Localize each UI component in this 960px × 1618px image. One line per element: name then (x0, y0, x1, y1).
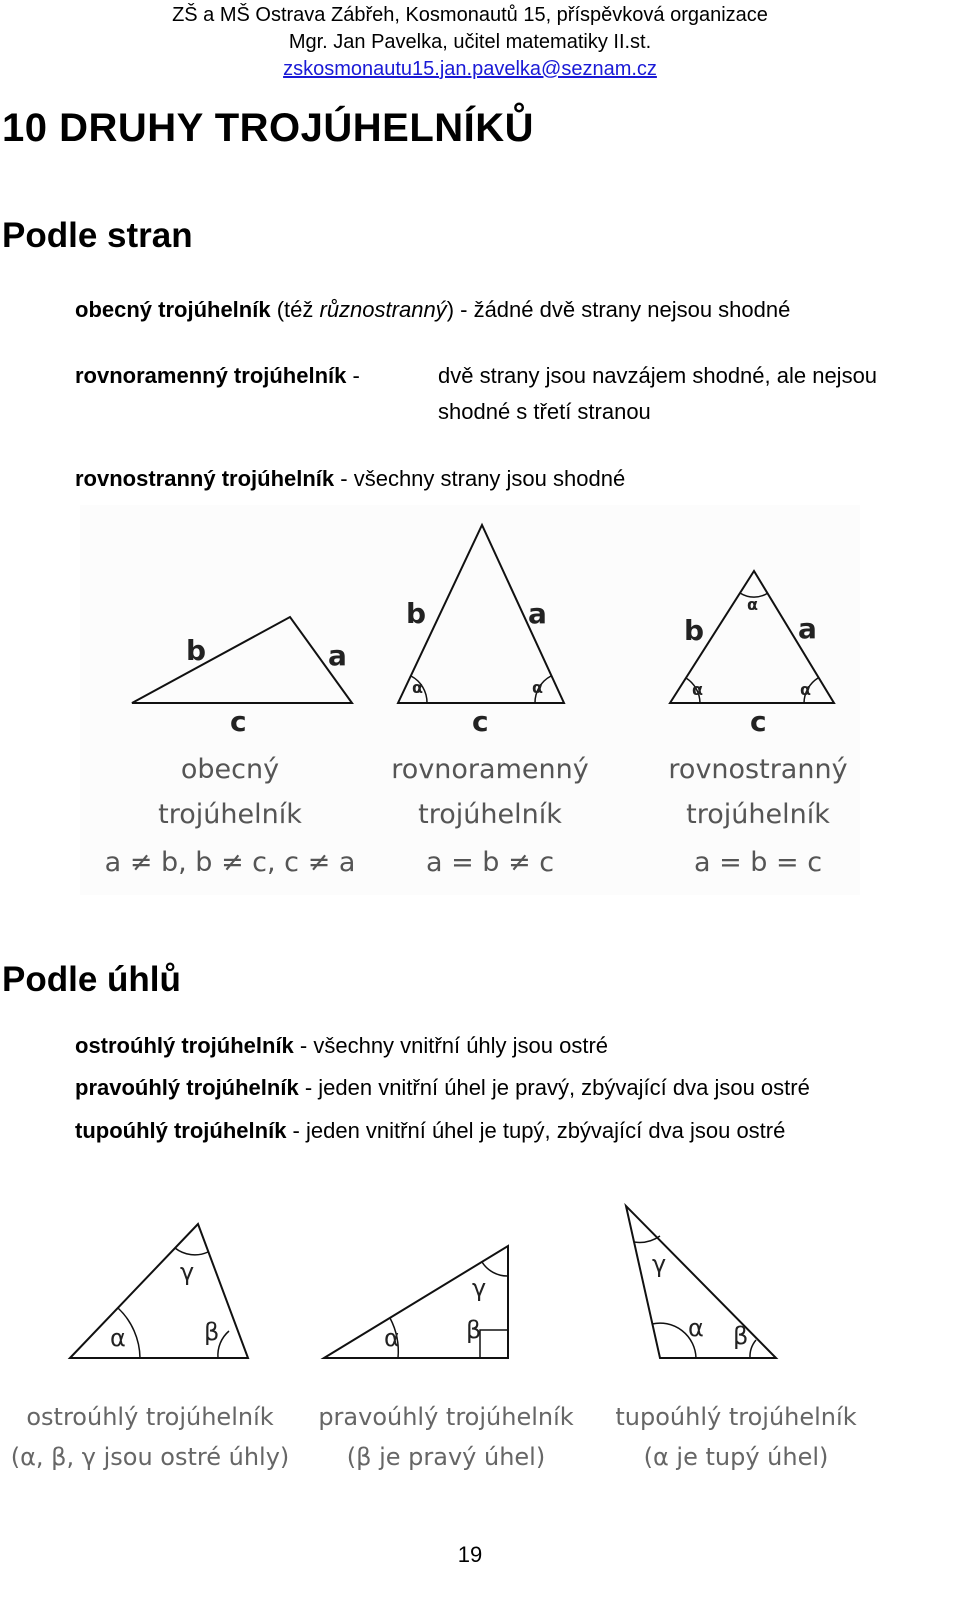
right-angle-mark-beta (480, 1330, 508, 1358)
equilateral-angle-left: α (692, 680, 703, 699)
desc-scalene: ) - žádné dvě strany nejsou shodné (446, 297, 791, 322)
header-email-row (0, 56, 940, 83)
scalene-side-c: c (230, 705, 247, 738)
header-school: ZŠ a MŠ Ostrava Zábřeh, Kosmonautů 15, příspěvková organizace (172, 4, 768, 26)
equilateral-angle-right: α (800, 680, 811, 699)
acute-gamma: γ (180, 1258, 195, 1286)
acute-angle-arc-beta (218, 1331, 229, 1358)
desc-isosceles-1: dvě strany jsou navzájem shodné, ale nejsou (438, 363, 878, 388)
figure-triangles-by-sides (80, 505, 860, 895)
isosceles-side-a: a (528, 597, 547, 630)
term-isosceles: rovnoramenný trojúhelník (75, 363, 347, 388)
equilateral-side-b: b (684, 614, 705, 647)
definition-scalene (75, 296, 790, 324)
section-heading-angles: Podle úhlů (2, 960, 181, 999)
scalene-name-2: trojúhelník (158, 799, 302, 830)
obtuse-label-2: (α je tupý úhel) (643, 1443, 829, 1471)
isosceles-angle-left: α (412, 678, 423, 697)
equilateral-side-c: c (750, 705, 767, 738)
desc-isosceles-2: shodné s třetí stranou (438, 399, 651, 424)
scalene-name-1: obecný (180, 754, 280, 785)
term-equilateral: rovnostranný trojúhelník (75, 466, 335, 491)
term-acute: ostroúhlý trojúhelník (75, 1033, 294, 1058)
page-number: 19 (457, 1542, 483, 1567)
definition-right (75, 1074, 810, 1102)
acute-triangle (70, 1224, 248, 1358)
text-pre: (též (270, 297, 320, 322)
obtuse-label-1: tupoúhlý trojúhelník (615, 1403, 857, 1431)
right-label-1: pravoúhlý trojúhelník (318, 1403, 574, 1431)
equilateral-side-a: a (798, 612, 817, 645)
scalene-side-b: b (186, 634, 207, 667)
figure-background (80, 505, 860, 895)
dash: - (346, 363, 360, 388)
scalene-relation: a ≠ b, b ≠ c, c ≠ a (104, 847, 356, 878)
acute-beta: β (204, 1318, 220, 1346)
definition-acute (75, 1032, 608, 1060)
right-label-2: (β je pravý úhel) (346, 1443, 546, 1471)
acute-label-1: ostroúhlý trojúhelník (26, 1403, 274, 1431)
term-obtuse: tupoúhlý trojúhelník (75, 1118, 287, 1143)
term-scalene-alt: různostranný (319, 297, 447, 322)
isosceles-name-2: trojúhelník (418, 799, 562, 830)
section-heading-sides: Podle stran (2, 216, 193, 255)
definition-obtuse (75, 1117, 785, 1145)
isosceles-relation: a = b ≠ c (425, 847, 555, 878)
obtuse-alpha: α (688, 1314, 704, 1342)
obtuse-gamma: γ (652, 1250, 667, 1278)
acute-angle-arc-gamma (175, 1248, 208, 1255)
right-gamma: γ (472, 1274, 487, 1302)
equilateral-name-1: rovnostranný (668, 754, 848, 785)
definition-equilateral (75, 465, 625, 493)
definition-isosceles (75, 362, 360, 390)
isosceles-name-1: rovnoramenný (391, 754, 589, 785)
isosceles-side-c: c (472, 705, 489, 738)
desc-right: - jeden vnitřní úhel je pravý, zbývající dva jsou ostré (298, 1075, 810, 1100)
isosceles-angle-right: α (532, 678, 543, 697)
scalene-side-a: a (328, 639, 347, 672)
desc-equilateral: - všechny strany jsou shodné (334, 466, 626, 491)
header-teacher: Mgr. Jan Pavelka, učitel matematiky II.st. (288, 31, 652, 53)
page-title: 10 DRUHY TROJÚHELNÍKŮ (2, 106, 535, 150)
isosceles-side-b: b (406, 597, 427, 630)
desc-obtuse: - jeden vnitřní úhel je tupý, zbývající dva jsou ostré (286, 1118, 786, 1143)
term-right: pravoúhlý trojúhelník (75, 1075, 299, 1100)
right-alpha: α (384, 1324, 400, 1352)
email-link[interactable]: zskosmonautu15.jan.pavelka@seznam.cz (283, 58, 657, 80)
term-scalene: obecný trojúhelník (75, 297, 271, 322)
equilateral-name-2: trojúhelník (686, 799, 830, 830)
right-beta: β (466, 1316, 482, 1344)
acute-alpha: α (110, 1324, 126, 1352)
desc-acute: - všechny vnitřní úhly jsou ostré (293, 1033, 609, 1058)
acute-label-2: (α, β, γ jsou ostré úhly) (10, 1443, 290, 1471)
equilateral-angle-top: α (747, 595, 758, 614)
equilateral-relation: a = b = c (693, 847, 823, 878)
obtuse-angle-arc-beta (750, 1340, 756, 1358)
figure-triangles-by-angles (0, 1190, 940, 1490)
obtuse-beta: β (733, 1322, 749, 1350)
